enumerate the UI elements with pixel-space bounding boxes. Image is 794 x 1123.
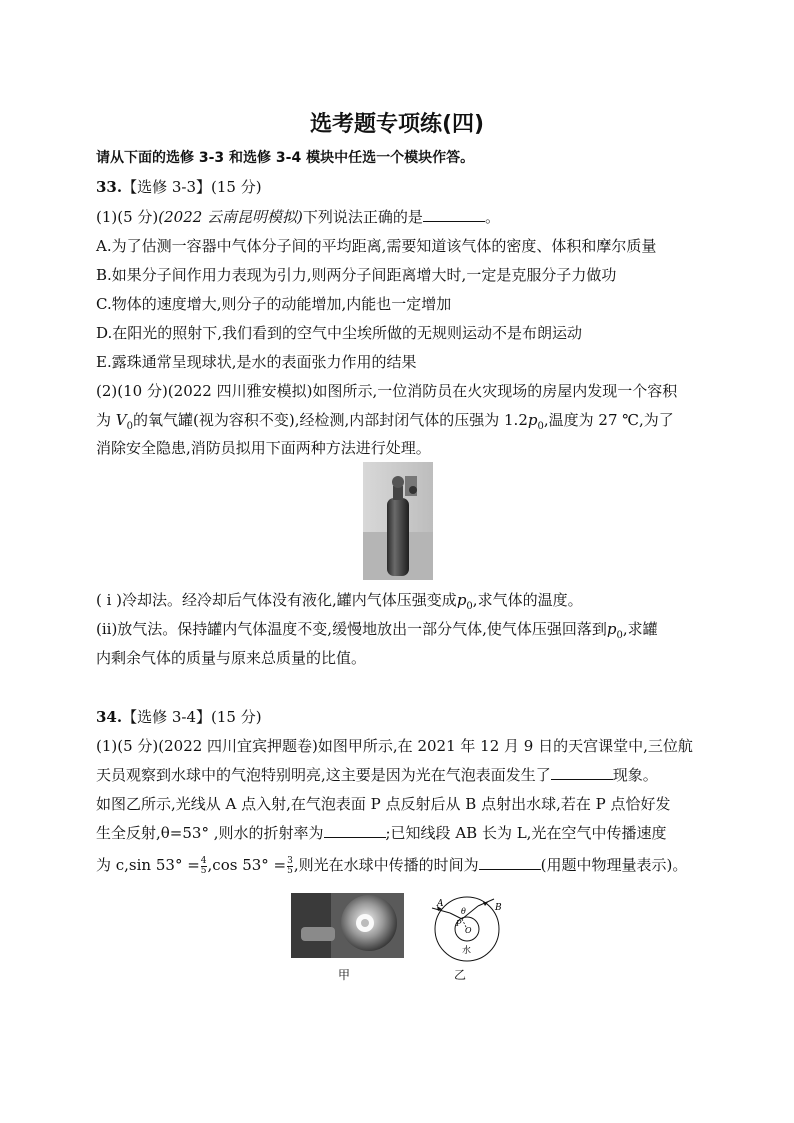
q34-line5: [96, 855, 687, 876]
text: 的氧气罐(视为容积不变),经检测,内部封闭气体的压强为 1.2: [133, 411, 528, 429]
q33-sub-i: [96, 590, 583, 617]
q33-header: [96, 177, 262, 197]
text: ;已知线段 AB 长为 L,光在空气中传播速度: [385, 824, 667, 842]
text: 生全反射,θ=53° ,则水的折射率为: [96, 824, 324, 842]
text: ,求罐: [622, 620, 658, 638]
text: 为 c,sin 53° =: [96, 856, 200, 874]
q34-line2: [96, 765, 658, 785]
answer-blank[interactable]: [324, 823, 386, 838]
q33-p1-prefix: (1)(5 分): [96, 208, 159, 226]
label-b: B: [495, 903, 502, 913]
text: ,则光在水球中传播的时间为: [293, 856, 479, 874]
var-p: p: [456, 591, 467, 609]
oxygen-tank-photo: [363, 462, 433, 580]
figure-label-jia: 甲: [338, 968, 351, 982]
text: ( i )冷却法。经冷却后气体没有液化,罐内气体压强变成: [96, 591, 457, 609]
numerator: 3: [287, 855, 293, 866]
page-title: 选考题专项练(四): [309, 112, 485, 137]
text: 现象。: [612, 766, 658, 784]
q33-part2-line1: (2)(10 分)(2022 四川雅安模拟)如图所示,一位消防员在火灾现场的房屋内发现一个容积: [96, 382, 678, 400]
q34-line3: 如图乙所示,光线从 A 点入射,在气泡表面 P 点反射后从 B 点射出水球,若在 P 点恰好发: [96, 795, 671, 813]
sub-0: 0: [466, 601, 473, 612]
option-c: C.物体的速度增大,则分子的动能增加,内能也一定增加: [96, 295, 452, 313]
label-a: A: [437, 899, 444, 909]
answer-blank[interactable]: [423, 207, 485, 222]
q33-part1-stem: [96, 207, 500, 227]
label-water: 水: [462, 946, 472, 956]
numerator: 4: [200, 855, 207, 866]
q33-p1-source: (2022 云南昆明模拟): [158, 208, 303, 226]
sub-0: 0: [126, 421, 133, 432]
denominator: 5: [287, 865, 293, 876]
q34-line1: (1)(5 分)(2022 四川宜宾押题卷)如图甲所示,在 2021 年 12 月 9 日的天宫课堂中,三位航: [96, 737, 693, 755]
label-p: P: [456, 919, 462, 928]
q33-sub-ii: [96, 619, 658, 646]
q34-number: 34.: [96, 708, 123, 726]
fraction-4-5: [201, 857, 207, 876]
q34-line4: [96, 823, 666, 843]
option-b: B.如果分子间作用力表现为引力,则两分子间距离增大时,一定是克服分子力做功: [96, 266, 617, 284]
fraction-3-5: [287, 857, 293, 876]
text: (用题中物理量表示)。: [540, 856, 688, 874]
var-p: p: [527, 411, 538, 429]
q33-sub-ii-line2: 内剩余气体的质量与原来总质量的比值。: [96, 649, 367, 667]
denominator: 5: [200, 865, 207, 876]
q34-tag: 【选修 3-4】(15 分): [122, 708, 262, 726]
answer-blank[interactable]: [551, 765, 613, 780]
text: 为: [96, 411, 116, 429]
label-o: O: [465, 926, 472, 935]
instruction: 请从下面的选修 3-3 和选修 3-4 模块中任选一个模块作答。: [96, 150, 475, 166]
option-e: E.露珠通常呈现球状,是水的表面张力作用的结果: [96, 353, 417, 371]
q33-p1-end: 。: [484, 208, 500, 226]
sub-0: 0: [616, 630, 623, 641]
text: ,cos 53° =: [207, 856, 287, 874]
refraction-diagram: [426, 893, 506, 965]
var-v: V: [115, 411, 127, 429]
text: 天员观察到水球中的气泡特别明亮,这主要是因为光在气泡表面发生了: [96, 766, 551, 784]
var-p: p: [606, 620, 617, 638]
text: ,温度为 27 ℃,为了: [543, 411, 674, 429]
figure-label-yi: 乙: [454, 968, 467, 982]
option-d: D.在阳光的照射下,我们看到的空气中尘埃所做的无规则运动不是布朗运动: [96, 324, 583, 342]
q33-part2-line3: 消除安全隐患,消防员拟用下面两种方法进行处理。: [96, 439, 431, 457]
water-ball-photo: [291, 893, 404, 958]
label-theta: θ: [461, 907, 466, 916]
answer-blank[interactable]: [479, 855, 541, 870]
text: (ii)放气法。保持罐内气体温度不变,缓慢地放出一部分气体,使气体压强回落到: [96, 620, 607, 638]
q33-number: 33.: [96, 178, 123, 196]
sub-0: 0: [537, 421, 544, 432]
q34-header: [96, 707, 262, 727]
option-a: A.为了估测一容器中气体分子间的平均距离,需要知道该气体的密度、体积和摩尔质量: [96, 237, 657, 255]
text: ,求气体的温度。: [472, 591, 583, 609]
q33-part2-line2: [96, 410, 674, 437]
q33-tag: 【选修 3-3】(15 分): [122, 178, 262, 196]
q33-p1-stem-text: 下列说法正确的是: [302, 208, 423, 226]
